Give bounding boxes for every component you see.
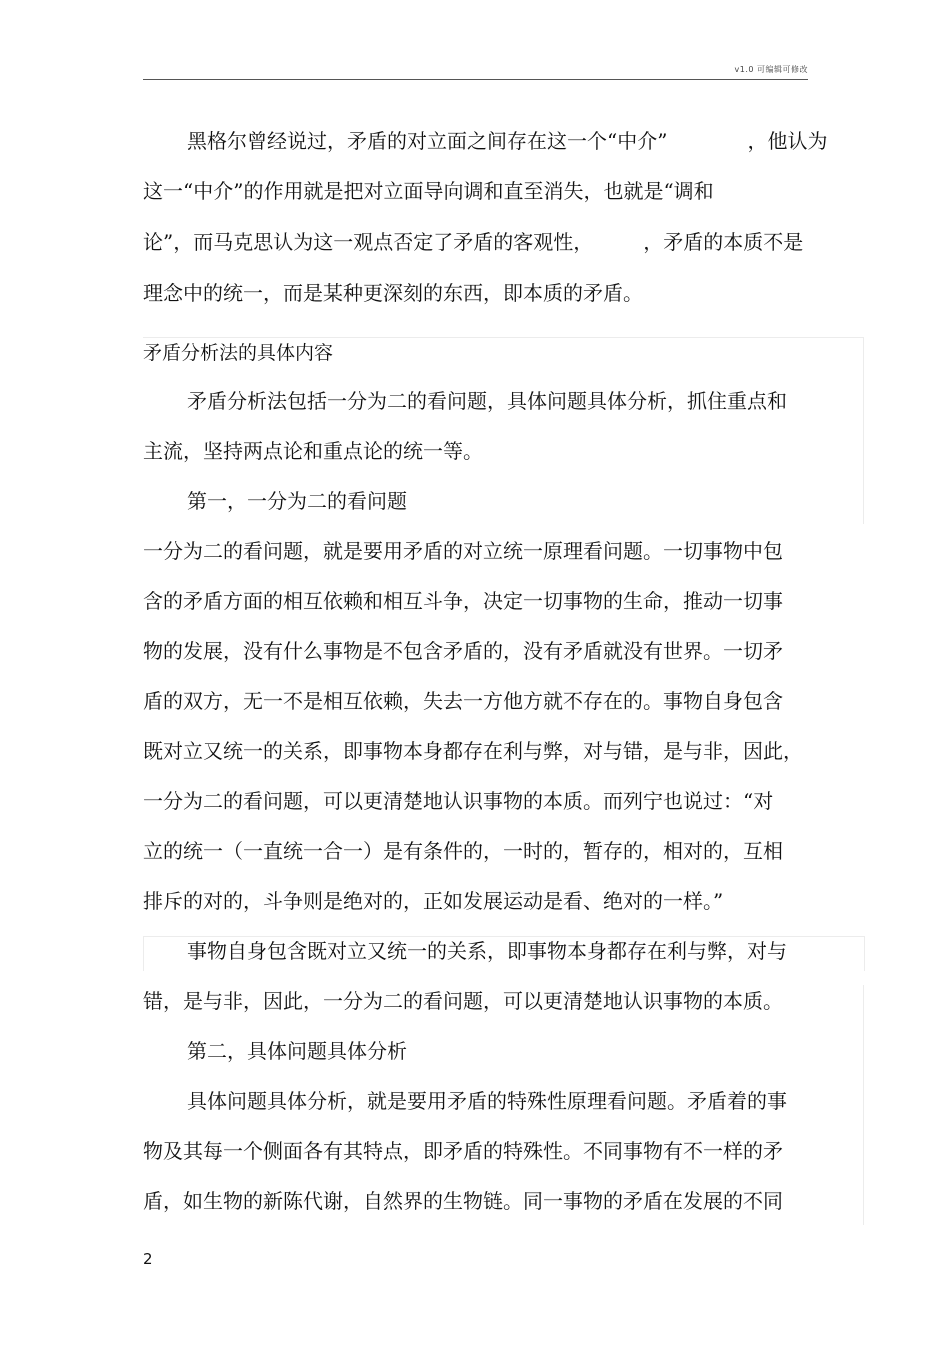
body-line: 立的统一（一直统一合一）是有条件的，一时的，暂存的，相对的，互相 xyxy=(143,839,783,863)
page-number: 2 xyxy=(143,1250,153,1268)
body-line: 含的矛盾方面的相互依赖和相互斗争，决定一切事物的生命，推动一切事 xyxy=(143,589,783,613)
body-line: 错，是与非，因此，一分为二的看问题，可以更清楚地认识事物的本质。 xyxy=(143,989,783,1013)
version-note: v1.0 可编辑可修改 xyxy=(734,65,808,74)
section-heading: 矛盾分析法的具体内容 xyxy=(143,342,334,364)
body-line: 理念中的统一，而是某种更深刻的东西，即本质的矛盾。 xyxy=(143,281,643,305)
header-rule xyxy=(143,79,808,80)
body-line: 物的发展，没有什么事物是不包含矛盾的，没有矛盾就没有世界。一切矛 xyxy=(143,639,783,663)
body-line: 物及其每一个侧面各有其特点，即矛盾的特殊性。不同事物有不一样的矛 xyxy=(143,1139,783,1163)
body-line: 论”，而马克思认为这一观点否定了矛盾的客观性， ，矛盾的本质不是 xyxy=(143,230,804,254)
body-line: 黑格尔曾经说过，矛盾的对立面之间存在这一个“中介” ，他认为 xyxy=(187,129,828,153)
body-line: 主流，坚持两点论和重点论的统一等。 xyxy=(143,439,483,463)
body-line: 具体问题具体分析，就是要用矛盾的特殊性原理看问题。矛盾着的事 xyxy=(187,1089,787,1113)
body-line: 这一“中介”的作用就是把对立面导向调和直至消失，也就是“调和 xyxy=(143,179,714,203)
body-line: 盾，如生物的新陈代谢，自然界的生物链。同一事物的矛盾在发展的不同 xyxy=(143,1189,783,1213)
subheading: 第一，一分为二的看问题 xyxy=(187,489,407,513)
body-line: 排斥的对的，斗争则是绝对的，正如发展运动是看、绝对的一样。” xyxy=(143,889,724,913)
body-line: 一分为二的看问题，就是要用矛盾的对立统一原理看问题。一切事物中包 xyxy=(143,539,783,563)
subheading: 第二，具体问题具体分析 xyxy=(187,1039,407,1063)
body-line: 事物自身包含既对立又统一的关系，即事物本身都存在利与弊，对与 xyxy=(187,939,787,963)
body-line: 既对立又统一的关系，即事物本身都存在利与弊，对与错，是与非，因此， xyxy=(143,739,803,763)
body-line: 一分为二的看问题，可以更清楚地认识事物的本质。而列宁也说过：“对 xyxy=(143,789,774,813)
body-line: 盾的双方，无一不是相互依赖，失去一方他方就不存在的。事物自身包含 xyxy=(143,689,783,713)
body-line: 矛盾分析法包括一分为二的看问题，具体问题具体分析，抓住重点和 xyxy=(187,389,787,413)
